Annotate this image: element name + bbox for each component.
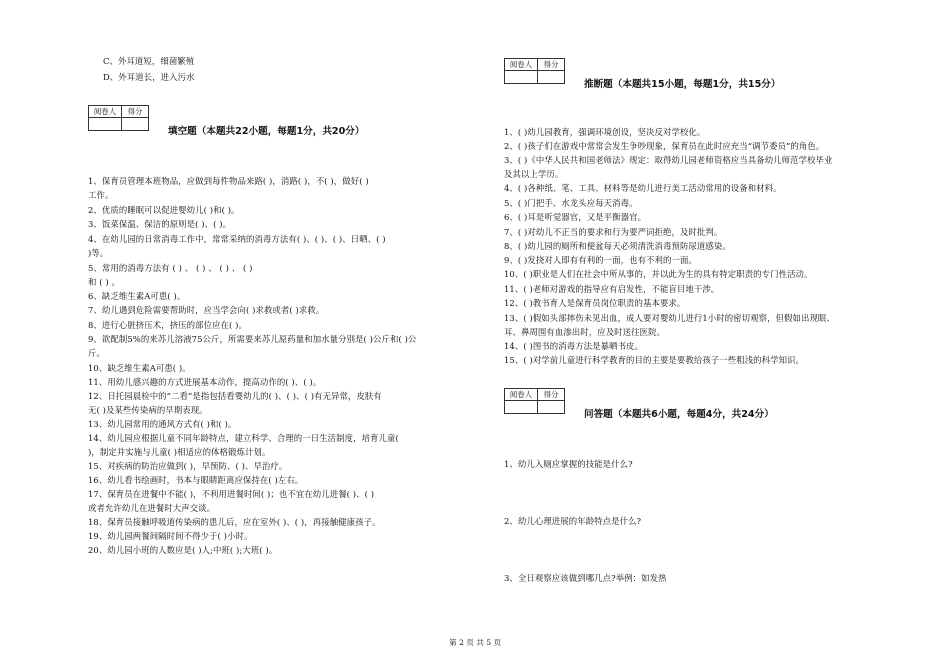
fill-line: 4、在幼儿园的日常消毒工作中，常常采纳的消毒方法有( )、( )、( )、日晒、( ) [88, 234, 386, 244]
fill-line: 16、幼儿看书绘画时，书本与眼睛距离应保持在( )左右。 [88, 475, 304, 485]
judge-section-title: 推断题（本题共15小题，每题1分，共15分） [584, 79, 781, 90]
judge-line: 9、( )发挠对人即有有利的一面，也有不利的一面。 [504, 255, 697, 265]
fill-line: 15、对疾病的防治应做到( )，早预防、( )、早治疗。 [88, 461, 288, 471]
fill-line: )等。 [88, 248, 109, 258]
score-label: 得分 [122, 106, 149, 118]
fill-line: 10、缺乏维生素A可患( )。 [88, 363, 191, 373]
judge-line: 10、( )职业是人们在社会中所从事的，并以此为生的具有特定职责的专门性活动。 [504, 269, 813, 279]
fill-section-title: 填空题（本题共22小题，每题1分，共20分） [168, 126, 365, 137]
fill-line: 14、幼儿园应根据儿童不同年龄特点，建立科学、合理的一日生活制度，培育儿童( [88, 433, 399, 443]
judge-line: 14、( )图书的消毒方法是暴晒书皮。 [504, 341, 644, 351]
fill-line: 11、用幼儿感兴趣的方式进展基本动作，提高动作的( )、( )。 [88, 377, 322, 387]
qa-question: 1、幼儿入厕应掌握的技能是什么? [504, 459, 633, 469]
judge-line: 5、( )门把手、水龙头应每天消毒。 [504, 198, 638, 208]
judge-line: 13、( )假如头部摔伤未见出血，成人要对婴幼儿进行1小时的密切观察，但假如出现眼、 [504, 313, 835, 323]
fill-line: )，制定并实施与儿童( )相适应的体格锻炼计划。 [88, 447, 271, 457]
fill-line: 20、幼儿园小班的人数应是( )人;中班( );大班( )。 [88, 545, 278, 555]
fill-line: 和 ( ) 。 [88, 277, 120, 287]
score-box-fill [88, 105, 149, 131]
judge-line: 8、( )幼儿园的厕所和便盆每天必须清洗消毒预防尿道感染。 [504, 241, 731, 251]
judge-line: 2、( )孩子们在游戏中常常会发生争吵现象，保育员在此时应充当“调节委员”的角色。 [504, 141, 825, 151]
reviewer-label: 阅卷人 [89, 106, 122, 118]
judge-line: 6、( )耳是听觉器官，又是平衡器官。 [504, 212, 647, 222]
fill-line: 工作。 [88, 190, 114, 200]
fill-line: 5、常用的消毒方法有 ( ) 、 ( ) 、 ( ) 、 ( ) [88, 263, 253, 273]
judge-line: 12、( )教书育人是保育员岗位职责的基本要求。 [504, 298, 686, 308]
judge-line: 7、( )对幼儿不正当的要求和行为要严词拒绝，及时批判。 [504, 227, 723, 237]
qa-section-title: 问答题（本题共6小题，每题4分，共24分） [584, 409, 774, 420]
fill-line: 3、饭菜保温、保洁的原则是( )、( )。 [88, 219, 232, 229]
fill-line: 13、幼儿园常用的通风方式有( )和( )。 [88, 419, 237, 429]
qa-question: 3、全日观察应该做到哪几点?举例：如发热 [504, 573, 667, 583]
fill-line: 18、保育员接触呼吸道传染病的患儿后，应在室外( )、( )，再接触健康孩子。 [88, 517, 381, 527]
judge-line: 15、( )对学前儿童进行科学教育的目的主要是要教给孩子一些粗浅的科学知识。 [504, 355, 805, 365]
fill-line: 7、幼儿遇到危险需要帮助时，应当学会向( )求救或者( )求救。 [88, 305, 325, 315]
judge-line: 及其以上学历。 [504, 169, 564, 179]
page-footer: 第 2 页 共 5 页 [448, 638, 502, 647]
reviewer-label: 阅卷人 [505, 59, 538, 71]
score-label: 得分 [538, 389, 565, 401]
fill-line: 8、进行心脏挤压术，挤压的部位应在( )。 [88, 320, 247, 330]
fill-line: 19、幼儿园两餐间隔时间不得少于( )小时。 [88, 531, 253, 541]
fill-line: 6、缺乏维生素A可患( )。 [88, 291, 186, 301]
fill-line: 或者允许幼儿在进餐时大声交谈。 [88, 503, 216, 513]
option-c: C、外耳道短，细菌繁殖 [103, 56, 195, 66]
judge-line: 11、( )老师对游戏的指导应有启发性，不能盲目地干涉。 [504, 284, 720, 294]
fill-line: 2、优质的睡眠可以促进婴幼儿( )和( )。 [88, 205, 240, 215]
fill-line: 17、保育员在进餐中不能( )，不利用进餐时间( )；也不宜在幼儿进餐( )、( ) [88, 489, 375, 499]
judge-line: 4、( )各种纸、笔、工具、材料等是幼儿进行美工活动常用的设备和材料。 [504, 183, 782, 193]
fill-line: 斤。 [88, 348, 105, 358]
judge-line: 3、( )《中华人民共和国老师法》规定：取得幼儿园老师资格应当具备幼儿师范学校毕业 [504, 155, 833, 165]
score-box-judge [504, 58, 565, 84]
judge-line: 1、( )幼儿园教育，强调环境创设，坚决反对学校化。 [504, 127, 706, 137]
fill-line: 9、欲配制5%的来苏儿溶液75公斤，所需要来苏儿原药量和加水量分别是( )公斤和( )公 [88, 334, 417, 344]
score-box-qa [504, 388, 565, 414]
fill-line: 无( )及某些传染病的早期表现。 [88, 405, 208, 415]
option-d: D、外耳道长，进入污水 [103, 72, 195, 82]
judge-line: 耳、鼻周围有血渗出时，应及时送往医院。 [504, 327, 666, 337]
qa-question: 2、幼儿心理进展的年龄特点是什么? [504, 516, 642, 526]
fill-line: 12、日托园晨检中的“二看”是指包括看婴幼儿的( )、( )、( )有无异常，皮肤有 [88, 391, 382, 401]
score-label: 得分 [538, 59, 565, 71]
fill-line: 1、保育员管理本班物品，应做到每件物品来路( )，消路( )，不( )，做好( ) [88, 176, 369, 186]
reviewer-label: 阅卷人 [505, 389, 538, 401]
